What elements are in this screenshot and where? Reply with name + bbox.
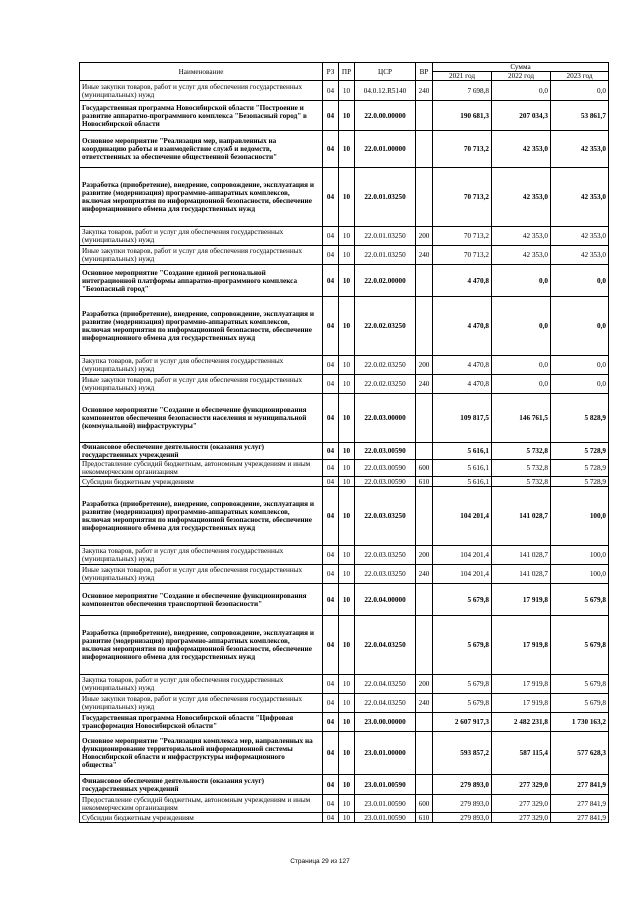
- cell-rz: 04: [323, 616, 339, 675]
- cell-vr: 240: [416, 81, 433, 101]
- table-row: [80, 168, 609, 227]
- cell-vr: 200: [416, 675, 433, 694]
- cell-pr: 10: [339, 713, 355, 732]
- cell-csr: 22.0.04.03250: [355, 616, 416, 675]
- cell-vr: 600: [416, 795, 433, 813]
- cell-sum-2022: 146 761,5: [492, 394, 551, 443]
- cell-rz: 04: [323, 460, 339, 477]
- table-row: [80, 443, 609, 460]
- cell-sum-2023: 42 353,0: [551, 246, 609, 265]
- cell-vr: [416, 487, 433, 546]
- cell-csr: 22.0.03.00590: [355, 477, 416, 487]
- cell-sum-2021: 4 470,8: [433, 297, 492, 356]
- cell-sum-2021: 5 616,1: [433, 477, 492, 487]
- header-sum: Сумма: [433, 63, 609, 72]
- cell-rz: 04: [323, 675, 339, 694]
- cell-csr: 22.0.00.00000: [355, 101, 416, 131]
- cell-sum-2021: 109 817,5: [433, 394, 492, 443]
- cell-sum-2023: 277 841,9: [551, 775, 609, 795]
- cell-sum-2021: 104 201,4: [433, 565, 492, 584]
- cell-pr: 10: [339, 460, 355, 477]
- table-row: [80, 375, 609, 394]
- cell-csr: 22.0.03.03250: [355, 565, 416, 584]
- header-year-2023: 2023 год: [551, 72, 609, 81]
- cell-sum-2022: 141 028,7: [492, 565, 551, 584]
- cell-sum-2023: 42 353,0: [551, 227, 609, 246]
- cell-sum-2022: 0,0: [492, 297, 551, 356]
- table-header: [80, 63, 609, 81]
- cell-sum-2023: 0,0: [551, 356, 609, 375]
- cell-csr: 22.0.02.03250: [355, 375, 416, 394]
- table-row: [80, 565, 609, 584]
- cell-name: Разработка (приобретение), внедрение, сопровождение, эксплуатация и развитие (модернизация) программно-аппаратных комплексов, включая мероприятия по информационной безопасности, обеспечение информационного обмена для государственных нужд: [80, 297, 323, 356]
- cell-vr: [416, 443, 433, 460]
- cell-csr: 22.0.01.03250: [355, 246, 416, 265]
- cell-sum-2022: 17 919,8: [492, 675, 551, 694]
- cell-vr: [416, 297, 433, 356]
- cell-sum-2022: 42 353,0: [492, 131, 551, 168]
- cell-rz: 04: [323, 394, 339, 443]
- cell-csr: 22.0.03.00590: [355, 443, 416, 460]
- table-body: [80, 81, 609, 823]
- cell-sum-2023: 5 728,9: [551, 443, 609, 460]
- cell-sum-2023: 53 861,7: [551, 101, 609, 131]
- cell-sum-2023: 0,0: [551, 265, 609, 297]
- cell-sum-2023: 5 728,9: [551, 460, 609, 477]
- cell-csr: 22.0.03.00000: [355, 394, 416, 443]
- table-row: [80, 795, 609, 813]
- cell-sum-2022: 17 919,8: [492, 584, 551, 616]
- header-vr: ВР: [416, 63, 433, 81]
- cell-csr: 23.0.01.00590: [355, 775, 416, 795]
- cell-pr: 10: [339, 265, 355, 297]
- cell-rz: 04: [323, 694, 339, 713]
- cell-rz: 04: [323, 131, 339, 168]
- table-row: [80, 713, 609, 732]
- cell-name: Иные закупки товаров, работ и услуг для обеспечения государственных (муниципальных) нужд: [80, 375, 323, 394]
- cell-pr: 10: [339, 565, 355, 584]
- cell-pr: 10: [339, 813, 355, 823]
- cell-vr: [416, 265, 433, 297]
- cell-name: Закупка товаров, работ и услуг для обеспечения государственных (муниципальных) нужд: [80, 356, 323, 375]
- cell-vr: [416, 732, 433, 775]
- cell-vr: [416, 775, 433, 795]
- cell-rz: 04: [323, 565, 339, 584]
- cell-sum-2021: 5 679,8: [433, 616, 492, 675]
- cell-csr: 23.0.01.00000: [355, 732, 416, 775]
- cell-rz: 04: [323, 443, 339, 460]
- cell-vr: 240: [416, 694, 433, 713]
- cell-name: Финансовое обеспечение деятельности (оказания услуг) государственных учреждений: [80, 443, 323, 460]
- cell-vr: 240: [416, 375, 433, 394]
- cell-csr: 23.0.01.00590: [355, 795, 416, 813]
- cell-name: Субсидии бюджетным учреждениям: [80, 477, 323, 487]
- cell-vr: 600: [416, 460, 433, 477]
- cell-rz: 04: [323, 487, 339, 546]
- cell-csr: 23.0.01.00590: [355, 813, 416, 823]
- cell-name: Иные закупки товаров, работ и услуг для обеспечения государственных (муниципальных) нужд: [80, 246, 323, 265]
- table-row: [80, 546, 609, 565]
- table-row: [80, 775, 609, 795]
- cell-sum-2023: 42 353,0: [551, 131, 609, 168]
- cell-sum-2022: 141 028,7: [492, 546, 551, 565]
- cell-csr: 22.0.04.03250: [355, 694, 416, 713]
- cell-pr: 10: [339, 546, 355, 565]
- table-row: [80, 131, 609, 168]
- cell-name: Закупка товаров, работ и услуг для обеспечения государственных (муниципальных) нужд: [80, 675, 323, 694]
- cell-vr: [416, 168, 433, 227]
- cell-sum-2021: 4 470,8: [433, 356, 492, 375]
- cell-sum-2022: 5 732,8: [492, 460, 551, 477]
- cell-sum-2022: 277 329,0: [492, 795, 551, 813]
- cell-sum-2022: 17 919,8: [492, 694, 551, 713]
- cell-rz: 04: [323, 375, 339, 394]
- cell-vr: 610: [416, 477, 433, 487]
- cell-csr: 22.0.01.03250: [355, 168, 416, 227]
- cell-rz: 04: [323, 546, 339, 565]
- cell-name: Разработка (приобретение), внедрение, сопровождение, эксплуатация и развитие (модернизация) программно-аппаратных комплексов, включая мероприятия по информационной безопасности, обеспечение информационного обмена для государственных нужд: [80, 168, 323, 227]
- cell-pr: 10: [339, 477, 355, 487]
- cell-csr: 22.0.03.00590: [355, 460, 416, 477]
- cell-csr: 22.0.04.03250: [355, 675, 416, 694]
- cell-name: Государственная программа Новосибирской области "Цифровая трансформация Новосибирской области": [80, 713, 323, 732]
- cell-csr: 22.0.03.03250: [355, 546, 416, 565]
- header-name: Наименование: [80, 63, 323, 81]
- header-rz: РЗ: [323, 63, 339, 81]
- cell-csr: 22.0.01.00000: [355, 131, 416, 168]
- cell-vr: [416, 394, 433, 443]
- cell-sum-2022: 17 919,8: [492, 616, 551, 675]
- cell-sum-2023: 5 679,8: [551, 675, 609, 694]
- table-row: [80, 487, 609, 546]
- cell-name: Иные закупки товаров, работ и услуг для обеспечения государственных (муниципальных) нужд: [80, 81, 323, 101]
- cell-sum-2021: 104 201,4: [433, 487, 492, 546]
- cell-name: Разработка (приобретение), внедрение, сопровождение, эксплуатация и развитие (модернизация) программно-аппаратных комплексов, включая мероприятия по информационной безопасности, обеспечение информационного обмена для государственных нужд: [80, 616, 323, 675]
- cell-sum-2021: 70 713,2: [433, 246, 492, 265]
- cell-name: Закупка товаров, работ и услуг для обеспечения государственных (муниципальных) нужд: [80, 546, 323, 565]
- cell-pr: 10: [339, 246, 355, 265]
- cell-vr: 240: [416, 246, 433, 265]
- cell-rz: 04: [323, 732, 339, 775]
- cell-name: Основное мероприятие "Реализация мер, направленных на координацию работы и взаимодействие служб и ведомств, ответственных за обеспечение общественной безопасности": [80, 131, 323, 168]
- header-pr: ПР: [339, 63, 355, 81]
- header-year-2022: 2022 год: [492, 72, 551, 81]
- header-year-2021: 2021 год: [433, 72, 492, 81]
- cell-sum-2023: 100,0: [551, 546, 609, 565]
- cell-vr: 200: [416, 356, 433, 375]
- cell-pr: 10: [339, 168, 355, 227]
- cell-sum-2023: 100,0: [551, 487, 609, 546]
- cell-csr: 22.0.01.03250: [355, 227, 416, 246]
- header-csr: ЦСР: [355, 63, 416, 81]
- cell-vr: [416, 101, 433, 131]
- cell-sum-2022: 141 028,7: [492, 487, 551, 546]
- cell-name: Иные закупки товаров, работ и услуг для обеспечения государственных (муниципальных) нужд: [80, 565, 323, 584]
- cell-pr: 10: [339, 616, 355, 675]
- cell-vr: 200: [416, 227, 433, 246]
- cell-pr: 10: [339, 375, 355, 394]
- cell-sum-2022: 5 732,8: [492, 443, 551, 460]
- cell-pr: 10: [339, 356, 355, 375]
- cell-vr: 610: [416, 813, 433, 823]
- cell-sum-2021: 5 616,1: [433, 460, 492, 477]
- table-row: [80, 675, 609, 694]
- cell-pr: 10: [339, 732, 355, 775]
- cell-sum-2023: 577 628,3: [551, 732, 609, 775]
- cell-pr: 10: [339, 81, 355, 101]
- cell-pr: 10: [339, 795, 355, 813]
- cell-sum-2023: 5 828,9: [551, 394, 609, 443]
- cell-sum-2023: 277 841,9: [551, 795, 609, 813]
- cell-sum-2022: 277 329,0: [492, 775, 551, 795]
- table-row: [80, 460, 609, 477]
- cell-sum-2021: 5 679,8: [433, 584, 492, 616]
- cell-vr: 240: [416, 565, 433, 584]
- cell-vr: [416, 616, 433, 675]
- cell-pr: 10: [339, 297, 355, 356]
- cell-name: Предоставление субсидий бюджетным, автономным учреждениям и иным некоммерческим организациям: [80, 795, 323, 813]
- cell-pr: 10: [339, 443, 355, 460]
- budget-table: [79, 62, 609, 823]
- cell-sum-2022: 42 353,0: [492, 168, 551, 227]
- cell-sum-2022: 42 353,0: [492, 246, 551, 265]
- cell-sum-2023: 5 728,9: [551, 477, 609, 487]
- cell-sum-2023: 277 841,9: [551, 813, 609, 823]
- cell-sum-2023: 5 679,8: [551, 694, 609, 713]
- cell-sum-2023: 1 730 163,2: [551, 713, 609, 732]
- cell-rz: 04: [323, 101, 339, 131]
- cell-sum-2023: 0,0: [551, 297, 609, 356]
- cell-name: Субсидии бюджетным учреждениям: [80, 813, 323, 823]
- table-row: [80, 81, 609, 101]
- cell-sum-2021: 279 893,0: [433, 813, 492, 823]
- table-row: [80, 227, 609, 246]
- cell-name: Основное мероприятие "Создание и обеспечение функционирования компонентов обеспечения безопасности населения и муниципальной (коммунальной) инфраструктуры": [80, 394, 323, 443]
- cell-rz: 04: [323, 227, 339, 246]
- table-row: [80, 732, 609, 775]
- cell-name: Иные закупки товаров, работ и услуг для обеспечения государственных (муниципальных) нужд: [80, 694, 323, 713]
- cell-sum-2023: 0,0: [551, 81, 609, 101]
- cell-sum-2022: 207 034,3: [492, 101, 551, 131]
- cell-sum-2021: 190 681,3: [433, 101, 492, 131]
- page-footer: Страница 29 из 127: [290, 858, 350, 865]
- cell-sum-2022: 277 329,0: [492, 813, 551, 823]
- cell-pr: 10: [339, 394, 355, 443]
- cell-sum-2022: 42 353,0: [492, 227, 551, 246]
- cell-rz: 04: [323, 795, 339, 813]
- cell-rz: 04: [323, 713, 339, 732]
- cell-name: Разработка (приобретение), внедрение, сопровождение, эксплуатация и развитие (модернизация) программно-аппаратных комплексов, включая мероприятия по информационной безопасности, обеспечение информационного обмена для государственных нужд: [80, 487, 323, 546]
- cell-sum-2022: 0,0: [492, 265, 551, 297]
- cell-name: Государственная программа Новосибирской области "Построение и развитие аппаратно-программного комплекса "Безопасный город" в Новосибирской области: [80, 101, 323, 131]
- cell-name: Финансовое обеспечение деятельности (оказания услуг) государственных учреждений: [80, 775, 323, 795]
- cell-pr: 10: [339, 487, 355, 546]
- cell-sum-2021: 70 713,2: [433, 168, 492, 227]
- cell-name: Основное мероприятие "Создание и обеспечение функционирования компонентов обеспечения транспортной безопасности": [80, 584, 323, 616]
- cell-name: Основное мероприятие "Создание единой региональной интеграционной платформы аппаратно-программного комплекса "Безопасный город": [80, 265, 323, 297]
- cell-sum-2023: 5 679,8: [551, 616, 609, 675]
- cell-rz: 04: [323, 81, 339, 101]
- cell-sum-2021: 5 679,8: [433, 675, 492, 694]
- cell-name: Основное мероприятие "Реализация комплекса мер, направленных на функционирование территориальной информационной системы Новосибирской области и инфраструктуры информационного общества": [80, 732, 323, 775]
- cell-vr: [416, 131, 433, 168]
- cell-sum-2022: 2 482 231,8: [492, 713, 551, 732]
- document-page: [79, 62, 608, 823]
- table-row: [80, 694, 609, 713]
- cell-sum-2023: 5 679,8: [551, 584, 609, 616]
- cell-sum-2021: 5 616,1: [433, 443, 492, 460]
- cell-sum-2021: 279 893,0: [433, 775, 492, 795]
- cell-rz: 04: [323, 246, 339, 265]
- cell-rz: 04: [323, 477, 339, 487]
- cell-csr: 22.0.04.00000: [355, 584, 416, 616]
- cell-sum-2022: 0,0: [492, 375, 551, 394]
- cell-sum-2021: 4 470,8: [433, 265, 492, 297]
- cell-rz: 04: [323, 813, 339, 823]
- table-row: [80, 246, 609, 265]
- cell-name: Предоставление субсидий бюджетным, автономным учреждениям и иным некоммерческим организациям: [80, 460, 323, 477]
- cell-sum-2021: 4 470,8: [433, 375, 492, 394]
- table-row: [80, 101, 609, 131]
- cell-sum-2021: 104 201,4: [433, 546, 492, 565]
- cell-sum-2021: 70 713,2: [433, 227, 492, 246]
- cell-sum-2021: 70 713,2: [433, 131, 492, 168]
- cell-sum-2022: 0,0: [492, 81, 551, 101]
- table-row: [80, 584, 609, 616]
- cell-sum-2022: 587 115,4: [492, 732, 551, 775]
- cell-sum-2021: 279 893,0: [433, 795, 492, 813]
- cell-rz: 04: [323, 168, 339, 227]
- cell-vr: [416, 713, 433, 732]
- table-row: [80, 616, 609, 675]
- cell-pr: 10: [339, 584, 355, 616]
- cell-pr: 10: [339, 227, 355, 246]
- cell-sum-2022: 0,0: [492, 356, 551, 375]
- cell-vr: [416, 584, 433, 616]
- cell-sum-2022: 5 732,8: [492, 477, 551, 487]
- cell-name: Закупка товаров, работ и услуг для обеспечения государственных (муниципальных) нужд: [80, 227, 323, 246]
- cell-pr: 10: [339, 131, 355, 168]
- table-row: [80, 265, 609, 297]
- cell-pr: 10: [339, 775, 355, 795]
- cell-csr: 22.0.02.03250: [355, 297, 416, 356]
- table-row: [80, 394, 609, 443]
- cell-csr: 22.0.02.03250: [355, 356, 416, 375]
- cell-sum-2021: 5 679,8: [433, 694, 492, 713]
- cell-csr: 22.0.02.00000: [355, 265, 416, 297]
- cell-rz: 04: [323, 356, 339, 375]
- cell-sum-2023: 42 353,0: [551, 168, 609, 227]
- cell-rz: 04: [323, 297, 339, 356]
- table-row: [80, 297, 609, 356]
- cell-sum-2021: 2 607 917,3: [433, 713, 492, 732]
- cell-csr: 22.0.03.03250: [355, 487, 416, 546]
- cell-csr: 23.0.00.00000: [355, 713, 416, 732]
- cell-rz: 04: [323, 265, 339, 297]
- table-row: [80, 477, 609, 487]
- cell-sum-2021: 7 698,8: [433, 81, 492, 101]
- table-row: [80, 356, 609, 375]
- cell-pr: 10: [339, 694, 355, 713]
- cell-sum-2021: 593 857,2: [433, 732, 492, 775]
- cell-sum-2023: 0,0: [551, 375, 609, 394]
- cell-rz: 04: [323, 584, 339, 616]
- cell-rz: 04: [323, 775, 339, 795]
- cell-sum-2023: 100,0: [551, 565, 609, 584]
- cell-vr: 200: [416, 546, 433, 565]
- cell-csr: 04.0.12.R5140: [355, 81, 416, 101]
- cell-pr: 10: [339, 675, 355, 694]
- table-row: [80, 813, 609, 823]
- cell-pr: 10: [339, 101, 355, 131]
